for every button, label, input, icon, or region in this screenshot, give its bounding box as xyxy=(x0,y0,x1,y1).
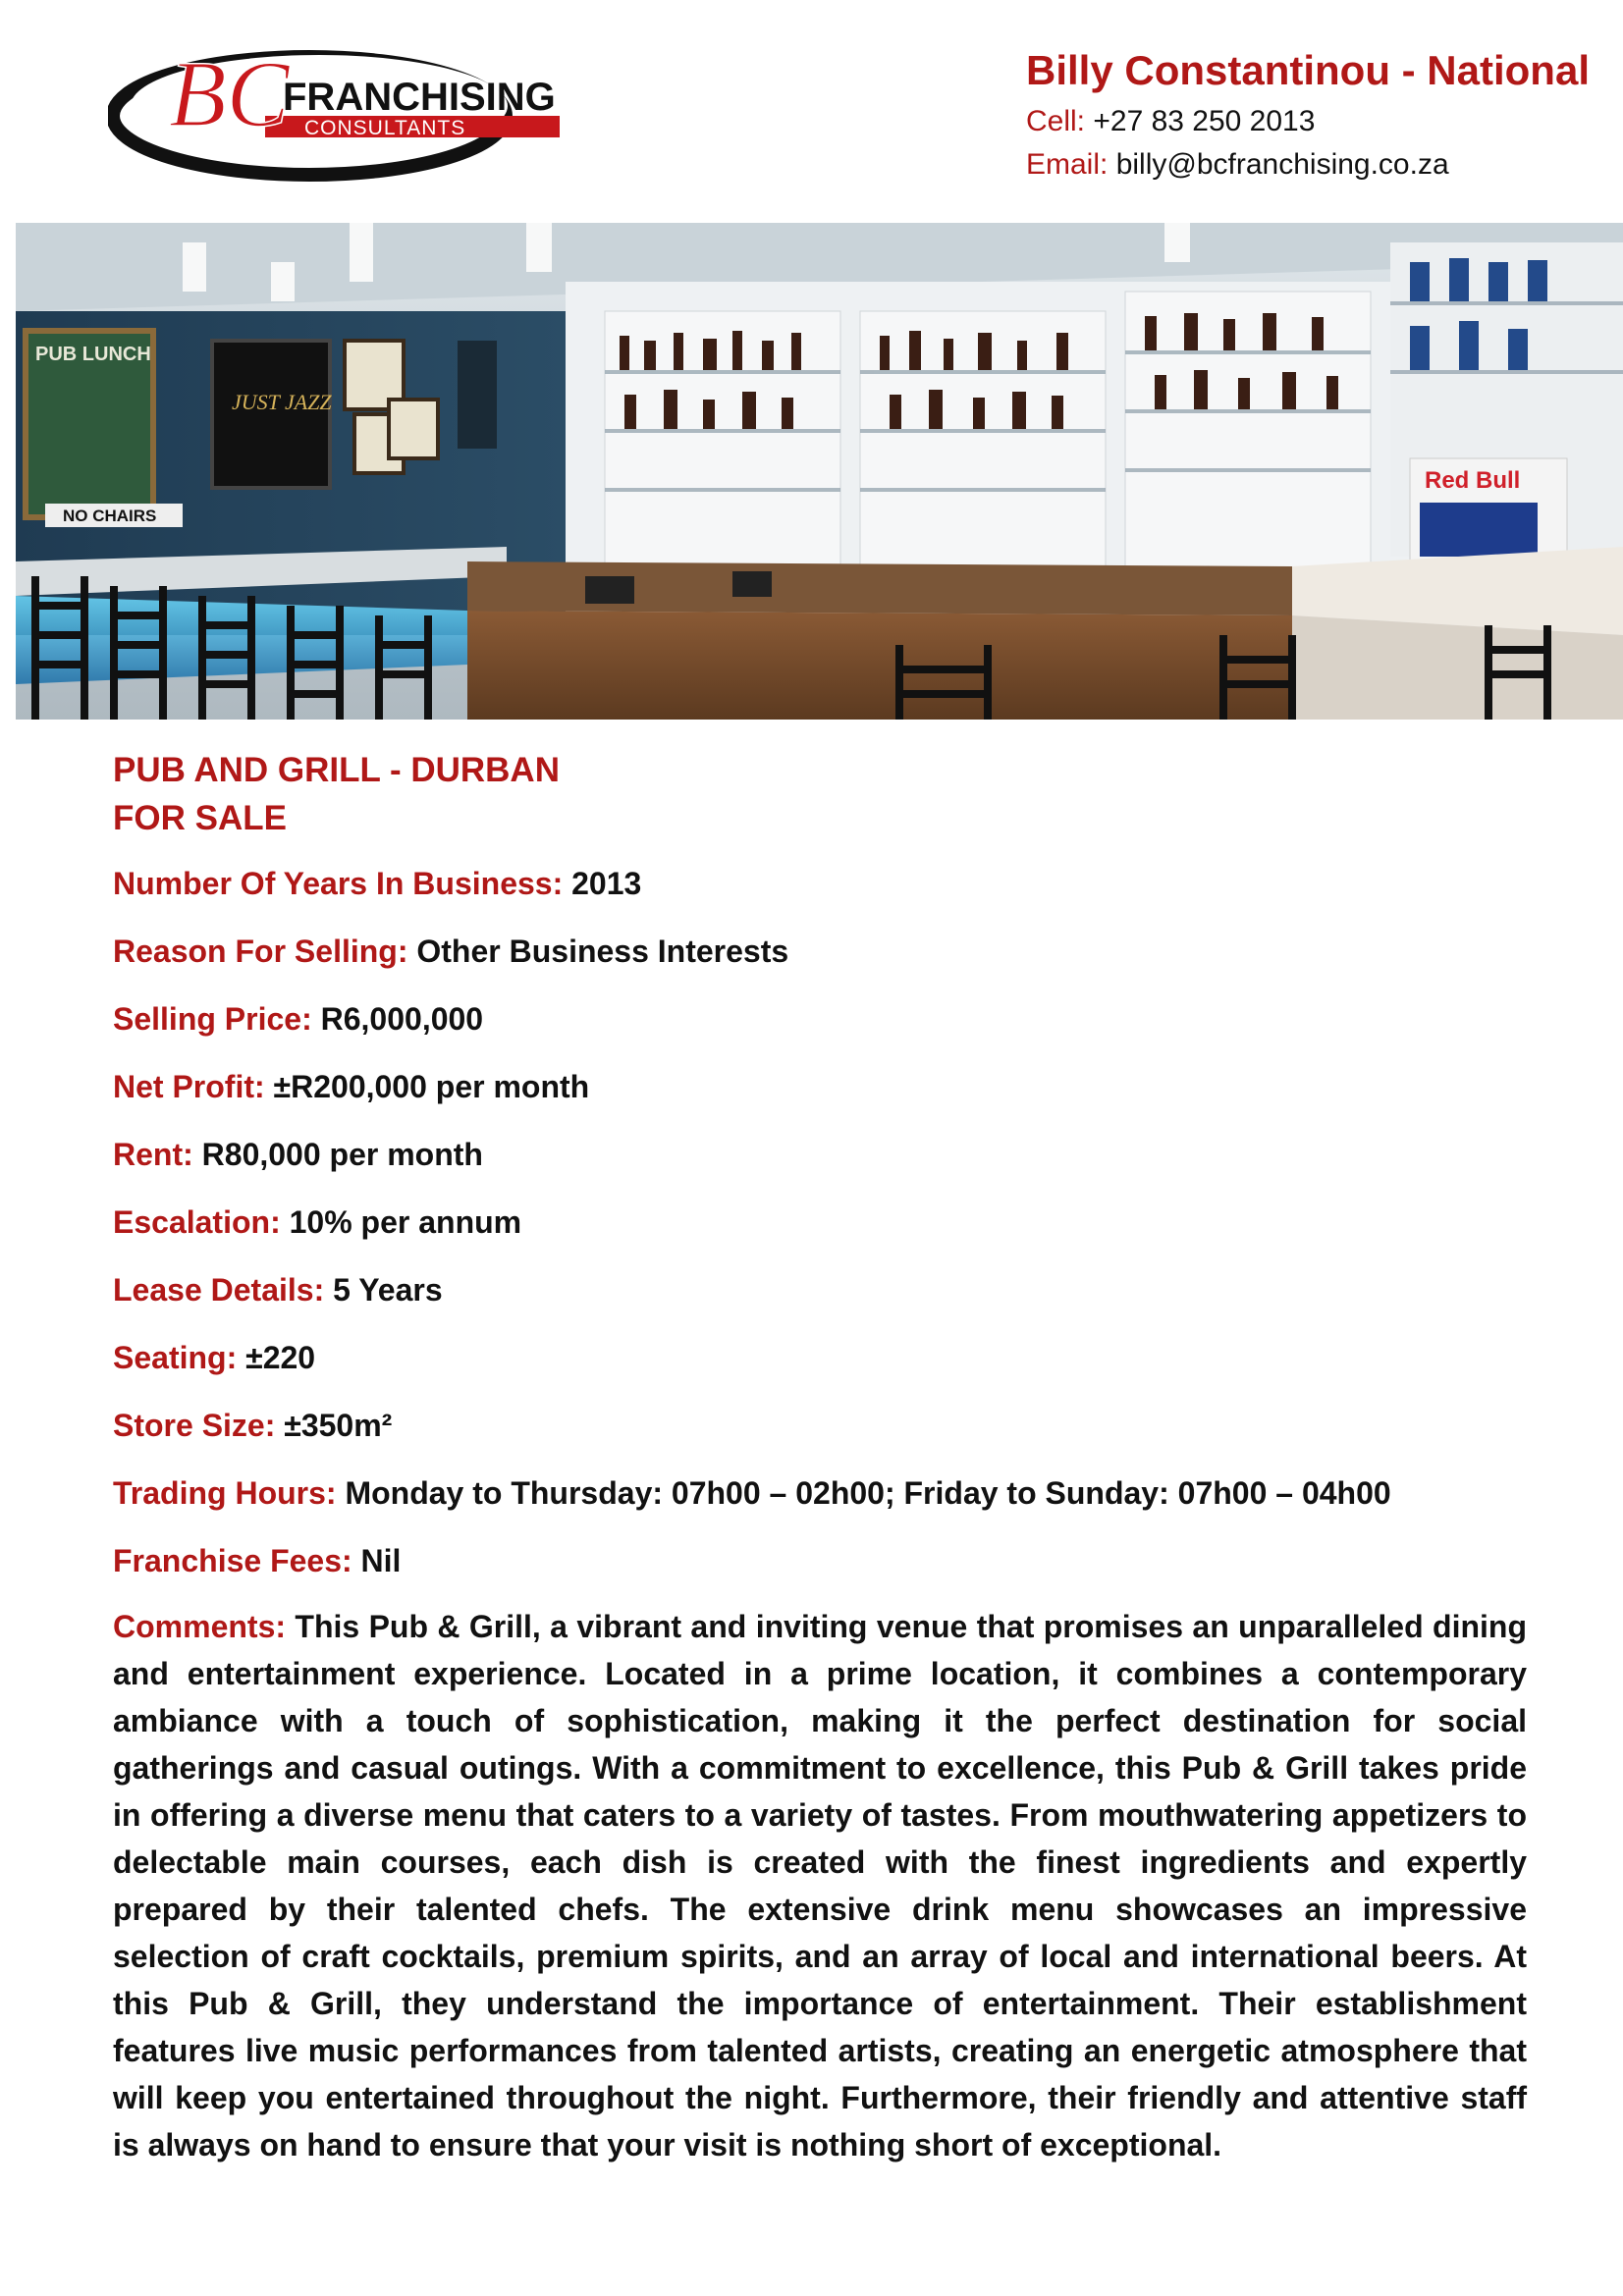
field-franchise-fees xyxy=(113,1535,1527,1587)
field-label: Lease Details: xyxy=(113,1272,325,1308)
field-seating xyxy=(113,1332,1527,1384)
contact-name: Billy Constantinou - National xyxy=(1026,47,1590,93)
field-label: Trading Hours: xyxy=(113,1475,337,1511)
field-label: Number Of Years In Business: xyxy=(113,866,564,901)
email-label: Email: xyxy=(1026,148,1109,181)
comments-paragraph xyxy=(113,1603,1527,2168)
field-lease-details xyxy=(113,1264,1527,1316)
chalkboard-text: PUB LUNCH xyxy=(35,344,151,365)
field-rent xyxy=(113,1129,1527,1181)
field-label: Franchise Fees: xyxy=(113,1543,352,1578)
field-value: 5 Years xyxy=(333,1272,443,1308)
no-chairs-sign: NO CHAIRS xyxy=(63,507,157,525)
field-value: ±R200,000 per month xyxy=(273,1069,590,1104)
cell-number[interactable]: +27 83 250 2013 xyxy=(1093,105,1316,137)
field-selling-price xyxy=(113,993,1527,1045)
field-value: Monday to Thursday: 07h00 – 02h00; Friday to Sunday: 07h00 – 04h00 xyxy=(345,1475,1391,1511)
field-value: R80,000 per month xyxy=(201,1137,483,1172)
contact-email xyxy=(1026,143,1596,187)
field-value: 2013 xyxy=(571,866,642,901)
field-label: Net Profit: xyxy=(113,1069,265,1104)
field-value: ±350m² xyxy=(284,1408,393,1443)
logo-initials: BC xyxy=(169,41,290,146)
field-value: 10% per annum xyxy=(289,1204,522,1240)
field-label: Escalation: xyxy=(113,1204,281,1240)
logo-wordmark-top: FRANCHISING xyxy=(283,76,556,119)
field-store-size xyxy=(113,1400,1527,1452)
field-value: Other Business Interests xyxy=(416,934,789,969)
photo-illustration xyxy=(16,223,1623,720)
logo-wordmark-bottom: CONSULTANTS xyxy=(304,117,466,139)
field-reason-for-selling xyxy=(113,926,1527,978)
email-address[interactable]: billy@bcfranchising.co.za xyxy=(1115,148,1449,181)
field-value: ±220 xyxy=(245,1340,316,1375)
field-label: Selling Price: xyxy=(113,1001,312,1037)
field-label: Reason For Selling: xyxy=(113,934,408,969)
field-label: Rent: xyxy=(113,1137,193,1172)
field-label: Store Size: xyxy=(113,1408,276,1443)
field-label: Seating: xyxy=(113,1340,238,1375)
listing-status: FOR SALE xyxy=(113,799,287,837)
field-trading-hours xyxy=(113,1468,1527,1520)
field-net-profit xyxy=(113,1061,1527,1113)
comments-label: Comments: xyxy=(113,1609,287,1644)
pub-interior-photo xyxy=(16,223,1623,720)
contact-cell xyxy=(1026,100,1596,143)
field-escalation xyxy=(113,1197,1527,1249)
fridge-brand-text: Red Bull xyxy=(1425,467,1521,494)
listing-title: PUB AND GRILL - DURBAN xyxy=(113,751,560,789)
company-logo xyxy=(108,37,569,185)
comments-text: This Pub & Grill, a vibrant and inviting venue that promises an unparalleled dining and entertainment experience. Located in a prime location, it combines a contemporary ambiance with a touch of sophistication, making it the perfect destination for social gatherings and casual outings. With a commitment to excellence, this Pub & Grill takes pride in offering a diverse menu that caters to a variety of tastes. From mouthwatering appetizers to delectable main courses, each dish is created with the finest ingredients and expertly prepared by their talented chefs. The extensive drink menu showcases an impressive selection of craft cocktails, premium spirits, and an array of local and international beers. At this Pub & Grill, they understand the importance of entertainment. Their establishment features live music performances from talented artists, creating an energetic atmosphere that will keep you entertained throughout the night. Furthermore, their friendly and attentive staff is always on hand to ensure that your visit is nothing short of exceptional. xyxy=(113,1609,1528,2163)
logo-graphic xyxy=(108,37,569,185)
field-years-in-business xyxy=(113,858,1527,910)
field-value: Nil xyxy=(360,1543,402,1578)
jazz-poster-text: JUST JAZZ xyxy=(232,390,332,414)
listing-content xyxy=(113,746,1527,2168)
field-value: R6,000,000 xyxy=(320,1001,484,1037)
cell-label: Cell: xyxy=(1026,105,1086,137)
contact-block xyxy=(1026,41,1596,187)
